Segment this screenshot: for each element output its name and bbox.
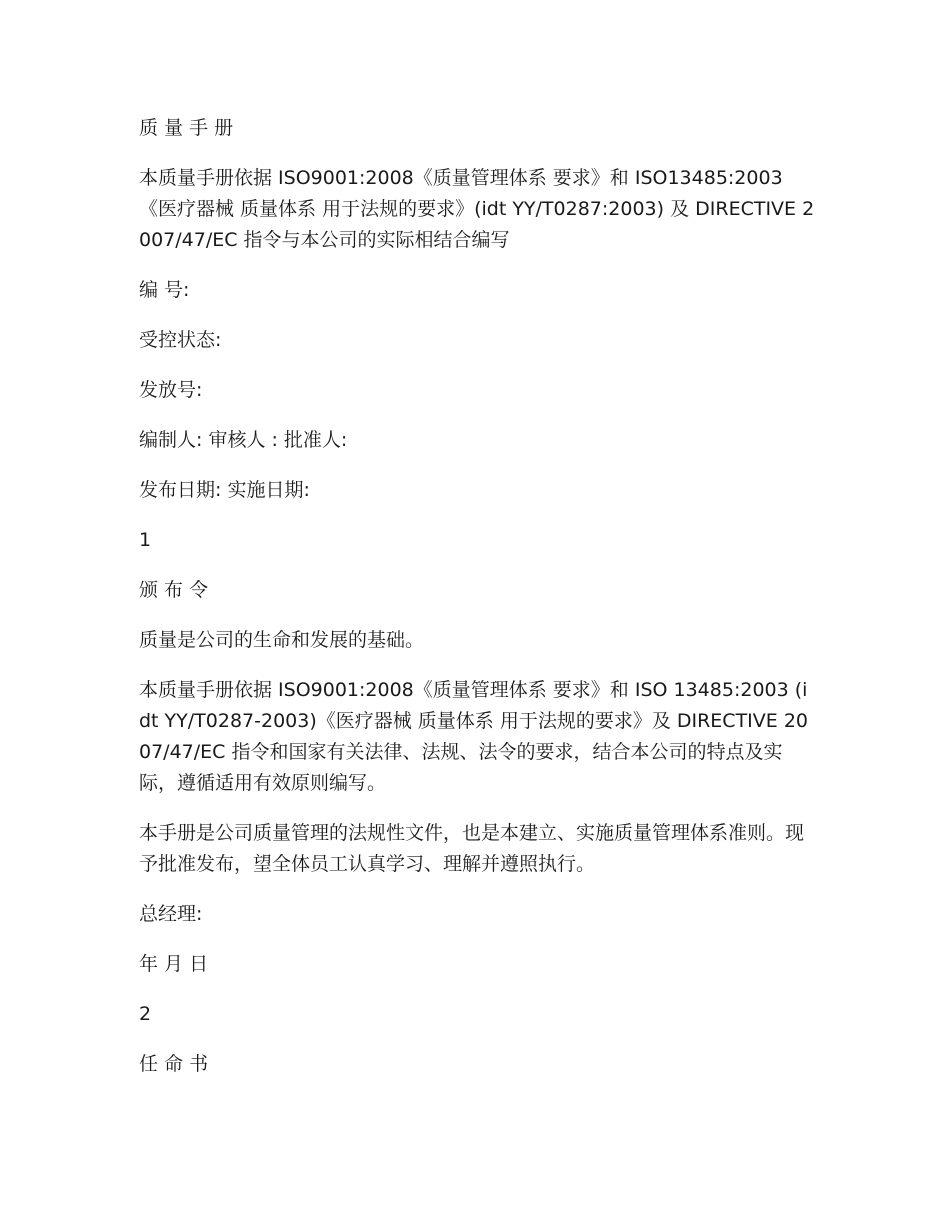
general-manager-field: 总经理: [139,903,203,925]
distribution-number-field: 发放号: [139,379,203,401]
manual-basis-paragraph: 本质量手册依据 ISO9001:2008《质量管理体系 要求》和 ISO13485:2003 《医疗器械 质量体系 用于法规的要求》(idt YY/T0287:2003) 及 DIRECTIVE 2007/47/EC 指令与本公司的实际相结合编写 [139,167,815,251]
signatories-field: 编制人: 审核人 : 批准人: [139,429,348,451]
appointment-title: 任 命 书 [139,1053,209,1075]
promulgation-approval-paragraph: 本手册是公司质量管理的法规性文件，也是本建立、实施质量管理体系准则。现予批准发布，望全体员工认真学习、理解并遵照执行。 [139,822,805,875]
date-field: 年 月 日 [139,953,209,975]
promulgation-title: 颁 布 令 [139,579,209,601]
page-number: 2 [139,1003,152,1025]
manual-title: 质 量 手 册 [139,117,234,139]
page-number: 1 [139,529,152,551]
dates-field: 发布日期: 实施日期: [139,479,310,501]
control-status-field: 受控状态: [139,329,222,351]
document-page [139,113,819,1099]
quality-statement: 质量是公司的生命和发展的基础。 [139,629,425,651]
document-number-field: 编 号: [139,279,190,301]
promulgation-basis-paragraph: 本质量手册依据 ISO9001:2008《质量管理体系 要求》和 ISO 13485:2003 (idt YY/T0287-2003)《医疗器械 质量体系 用于法规的要求》及 DIRECTIVE 2007/47/EC 指令和国家有关法律、法规、法令的要求，结合本公司的特点及实际，遵循适用有效原则编写。 [139,679,808,794]
